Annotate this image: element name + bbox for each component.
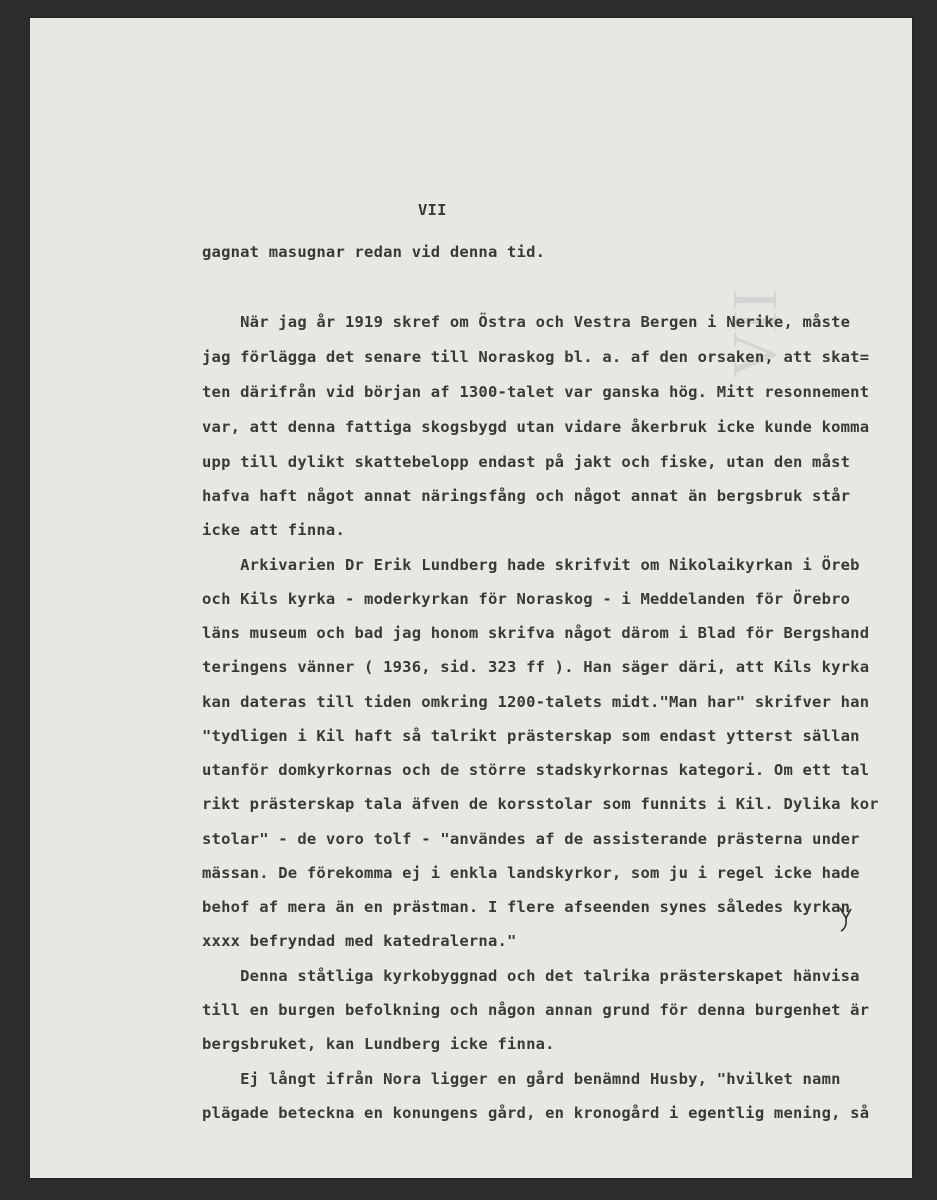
text-line: rikt prästerskap tala äfven de korsstolar som funnits i Kil. Dylika kor: [202, 795, 879, 813]
text-line: hafva haft något annat näringsfång och något annat än bergsbruk står: [202, 487, 851, 505]
text-line: stolar" - de voro tolf - "användes af de assisterande prästerna under: [202, 830, 860, 848]
text-line: gagnat masugnar redan vid denna tid.: [202, 243, 546, 261]
text-line: var, att denna fattiga skogsbygd utan vidare åkerbruk icke kunde komma: [202, 418, 870, 436]
text-line: kan dateras till tiden omkring 1200-talets midt."Man har" skrifver han: [202, 693, 870, 711]
handwritten-correction-mark: [838, 906, 854, 934]
bleed-through-mark: VII: [719, 289, 790, 378]
text-line: "tydligen i Kil haft så talrikt prästerskap som endast ytterst sällan: [202, 727, 860, 745]
text-line: Denna ståtliga kyrkobyggnad och det talrika prästerskapet hänvisa: [202, 967, 860, 985]
page-heading: VII: [418, 201, 447, 219]
text-line: Ej långt ifrån Nora ligger en gård benämnd Husby, "hvilket namn: [202, 1070, 841, 1088]
text-line: När jag år 1919 skref om Östra och Vestra Bergen i Nerike, måste: [202, 313, 851, 331]
text-line: Arkivarien Dr Erik Lundberg hade skrifvit om Nikolaikyrkan i Öreb: [202, 556, 860, 574]
text-line: läns museum och bad jag honom skrifva något därom i Blad för Bergshand: [202, 624, 870, 642]
text-line: och Kils kyrka - moderkyrkan för Noraskog - i Meddelanden för Örebro: [202, 590, 851, 608]
text-line: plägade beteckna en konungens gård, en kronogård i egentlig mening, så: [202, 1104, 870, 1122]
text-line: till en burgen befolkning och någon annan grund för denna burgenhet är: [202, 1001, 870, 1019]
text-line: utanför domkyrkornas och de större stadskyrkornas kategori. Om ett tal: [202, 761, 870, 779]
text-line: xxxx befryndad med katedralerna.": [202, 932, 517, 950]
text-line: upp till dylikt skattebelopp endast på jakt och fiske, utan den måst: [202, 453, 851, 471]
text-line: behof af mera än en prästman. I flere afseenden synes således kyrkan: [202, 898, 851, 916]
text-line: bergsbruket, kan Lundberg icke finna.: [202, 1035, 555, 1053]
text-line: teringens vänner ( 1936, sid. 323 ff ). Han säger däri, att Kils kyrka: [202, 658, 870, 676]
document-page: [30, 18, 912, 1178]
text-line: jag förlägga det senare till Noraskog bl. a. af den orsaken, att skat=: [202, 348, 870, 366]
text-line: icke att finna.: [202, 521, 345, 539]
text-line: mässan. De förekomma ej i enkla landskyrkor, som ju i regel icke hade: [202, 864, 860, 882]
text-line: ten därifrån vid början af 1300-talet var ganska hög. Mitt resonnement: [202, 383, 870, 401]
